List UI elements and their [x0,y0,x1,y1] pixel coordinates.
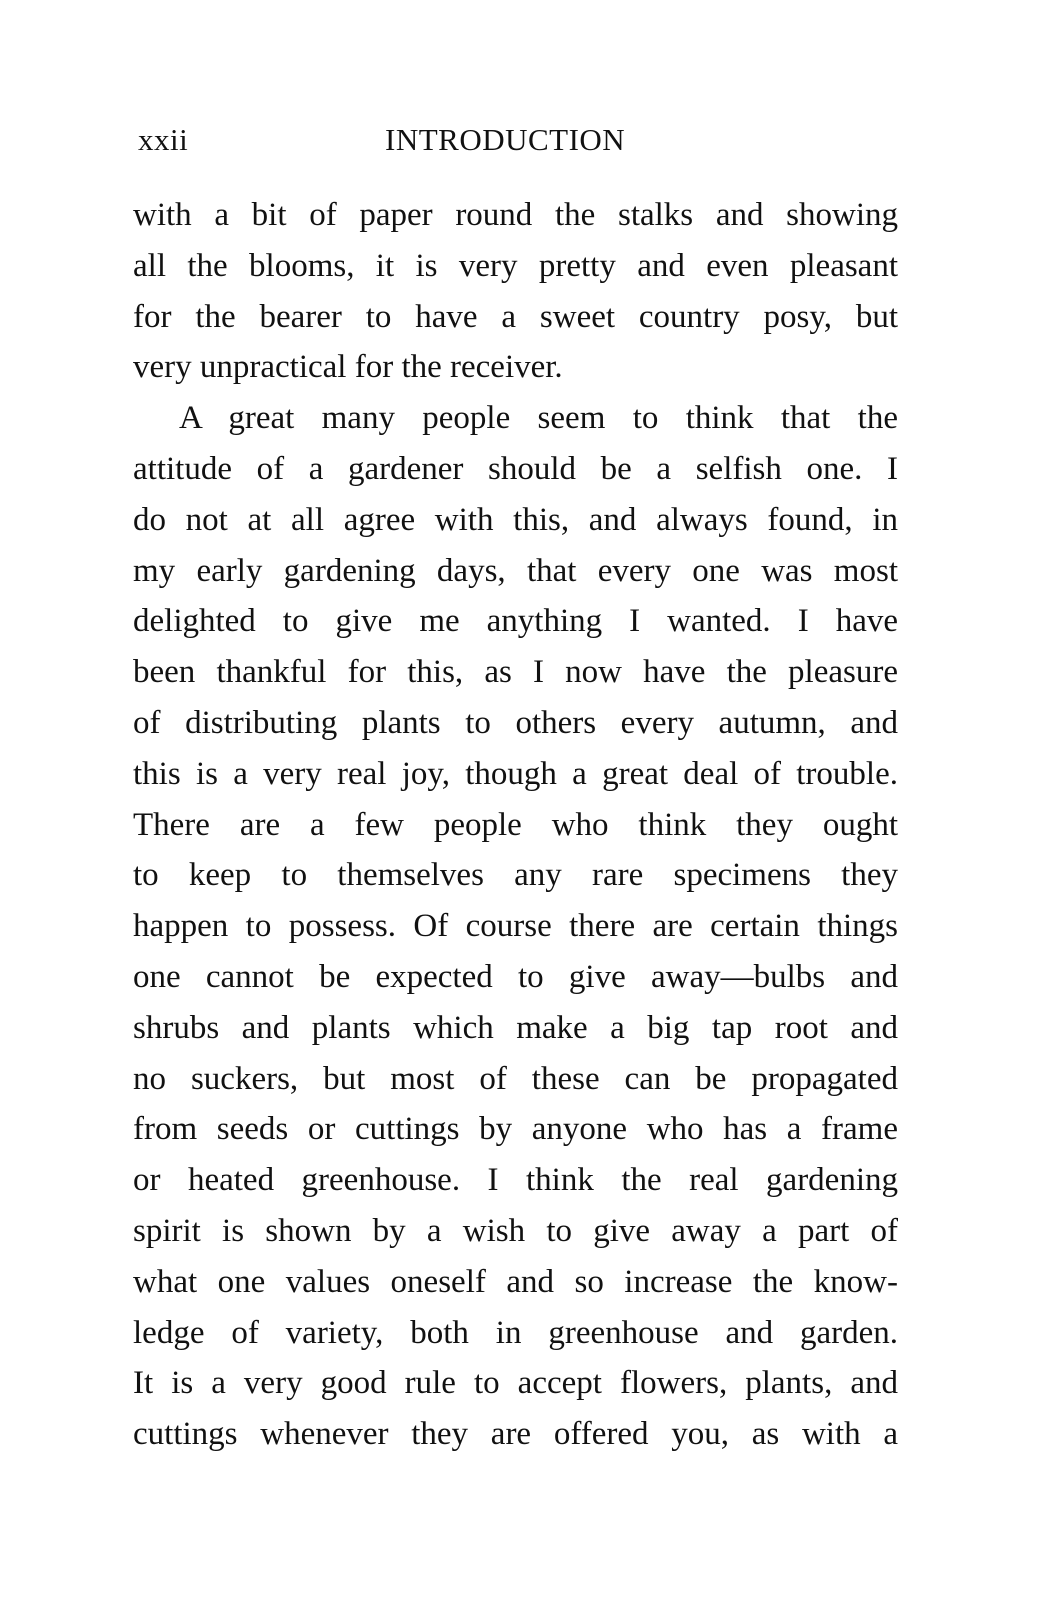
text-line: been thankful for this, as I now have the pleasure [133,654,898,691]
text-line: of distributing plants to others every autumn, and [133,704,898,741]
text-line: all the blooms, it is very pretty and even pleasant [133,247,898,284]
text-line: shrubs and plants which make a big tap root and [133,1009,898,1046]
text-line: spirit is shown by a wish to give away a part of [133,1212,898,1249]
text-line: or heated greenhouse. I think the real gardening [133,1162,898,1199]
text-line: There are a few people who think they ought [133,806,898,843]
text-line: do not at all agree with this, and always found, in [133,501,898,538]
text-line: A great many people seem to think that the [179,400,898,437]
text-line: It is a very good rule to accept flowers, plants, and [133,1365,898,1402]
text-line: one cannot be expected to give away—bulbs and [133,958,898,995]
body-text [133,190,898,1460]
page-number: xxii [138,122,189,157]
text-line: ledge of variety, both in greenhouse and garden. [133,1314,898,1351]
text-line: to keep to themselves any rare specimens they [133,857,898,894]
text-line: cuttings whenever they are offered you, as with a [133,1416,898,1453]
running-title: INTRODUCTION [385,122,626,157]
paragraph [133,190,898,393]
text-line: from seeds or cuttings by anyone who has a frame [133,1111,898,1148]
text-line: delighted to give me anything I wanted. I have [133,603,898,640]
text-line: happen to possess. Of course there are certain things [133,908,898,945]
text-line: with a bit of paper round the stalks and showing [133,197,898,233]
text-line: no suckers, but most of these can be propagated [133,1060,898,1097]
text-line: what one values oneself and so increase the know- [133,1263,898,1300]
text-line: very unpractical for the receiver. [133,349,563,386]
paragraph [133,393,898,1460]
text-line: for the bearer to have a sweet country posy, but [133,298,898,335]
running-head [138,122,908,166]
text-line: attitude of a gardener should be a selfish one. I [133,450,898,487]
text-line: this is a very real joy, though a great deal of trouble. [133,755,898,792]
text-line: my early gardening days, that every one was most [133,552,898,589]
